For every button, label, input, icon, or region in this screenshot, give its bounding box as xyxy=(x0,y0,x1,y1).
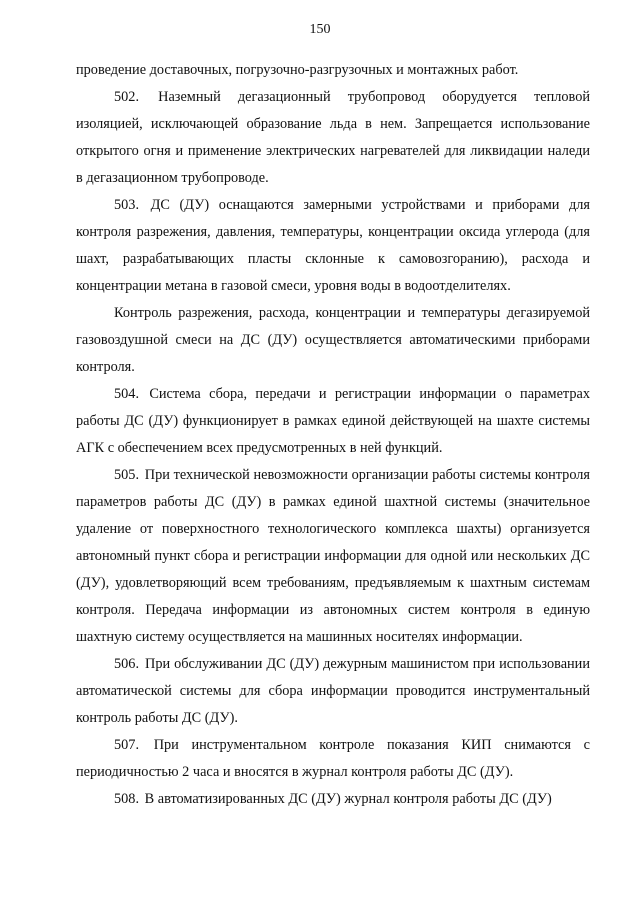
paragraph-number: 508. xyxy=(114,791,140,807)
paragraph-number: 505. xyxy=(114,467,140,483)
paragraph-text: В автоматизированных ДС (ДУ) журнал контроля работы ДС (ДУ) xyxy=(144,791,552,807)
paragraph-number: 504. xyxy=(114,386,140,402)
paragraph-number: 506. xyxy=(114,656,140,672)
paragraph-text: При технической невозможности организации работы системы контроля параметров работы ДС (ДУ) в рамках единой шахтной системы (значительное удаление от поверхностного технологического комплекса шахты) организуется автономный пункт сбора и регистрации информации для одной или нескольких ДС (ДУ), удовлетворяющий всем требованиям, предъявляемым к шахтным системам контроля. Передача информации из автономных систем контроля в единую шахтную систему осуществляется на машинных носителях информации. xyxy=(76,467,591,645)
paragraph-503 xyxy=(76,192,590,300)
paragraph-503-continued xyxy=(76,300,590,381)
paragraph-number: 503. xyxy=(114,197,140,213)
page-number: 150 xyxy=(309,22,331,37)
paragraph-number: 507. xyxy=(114,737,140,753)
paragraph-text: проведение доставочных, погрузочно-разгрузочных и монтажных работ. xyxy=(76,62,519,78)
paragraph-text: Система сбора, передачи и регистрации информации о параметрах работы ДС (ДУ) функционирует в рамках единой действующей на шахте системы АГК с обеспечением всех предусмотренных в ней функций. xyxy=(76,386,590,456)
paragraph-continuation xyxy=(76,57,590,84)
paragraph-text: ДС (ДУ) оснащаются замерными устройствами и приборами для контроля разрежения, давления, температуры, концентрации оксида углерода (для шахт, разрабатывающих пласты склонные к самовозгоранию), расхода и концентрации метана в газовой смеси, уровня воды в водоотделителях. xyxy=(76,197,591,294)
paragraph-text: При обслуживании ДС (ДУ) дежурным машинистом при использовании автоматической системы для сбора информации проводится инструментальный контроль работы ДС (ДУ). xyxy=(76,656,590,726)
paragraph-number: 502. xyxy=(114,89,140,105)
paragraph-text: Наземный дегазационный трубопровод оборудуется тепловой изоляцией, исключающей образование льда в нем. Запрещается использование открытого огня и применение электрических нагревателей для ликвидации наледи в дегазационном трубопроводе. xyxy=(76,89,590,186)
paragraph-506 xyxy=(76,651,590,732)
paragraph-502 xyxy=(76,84,590,192)
paragraph-text: При инструментальном контроле показания КИП снимаются с периодичностью 2 часа и вносятся в журнал контроля работы ДС (ДУ). xyxy=(76,737,590,780)
paragraph-504 xyxy=(76,381,590,462)
paragraph-505 xyxy=(76,462,590,651)
paragraph-text: Контроль разрежения, расхода, концентрации и температуры дегазируемой газовоздушной смеси на ДС (ДУ) осуществляется автоматическими приборами контроля. xyxy=(76,305,590,375)
document-body xyxy=(76,57,590,813)
paragraph-508 xyxy=(76,786,590,813)
paragraph-507 xyxy=(76,732,590,786)
